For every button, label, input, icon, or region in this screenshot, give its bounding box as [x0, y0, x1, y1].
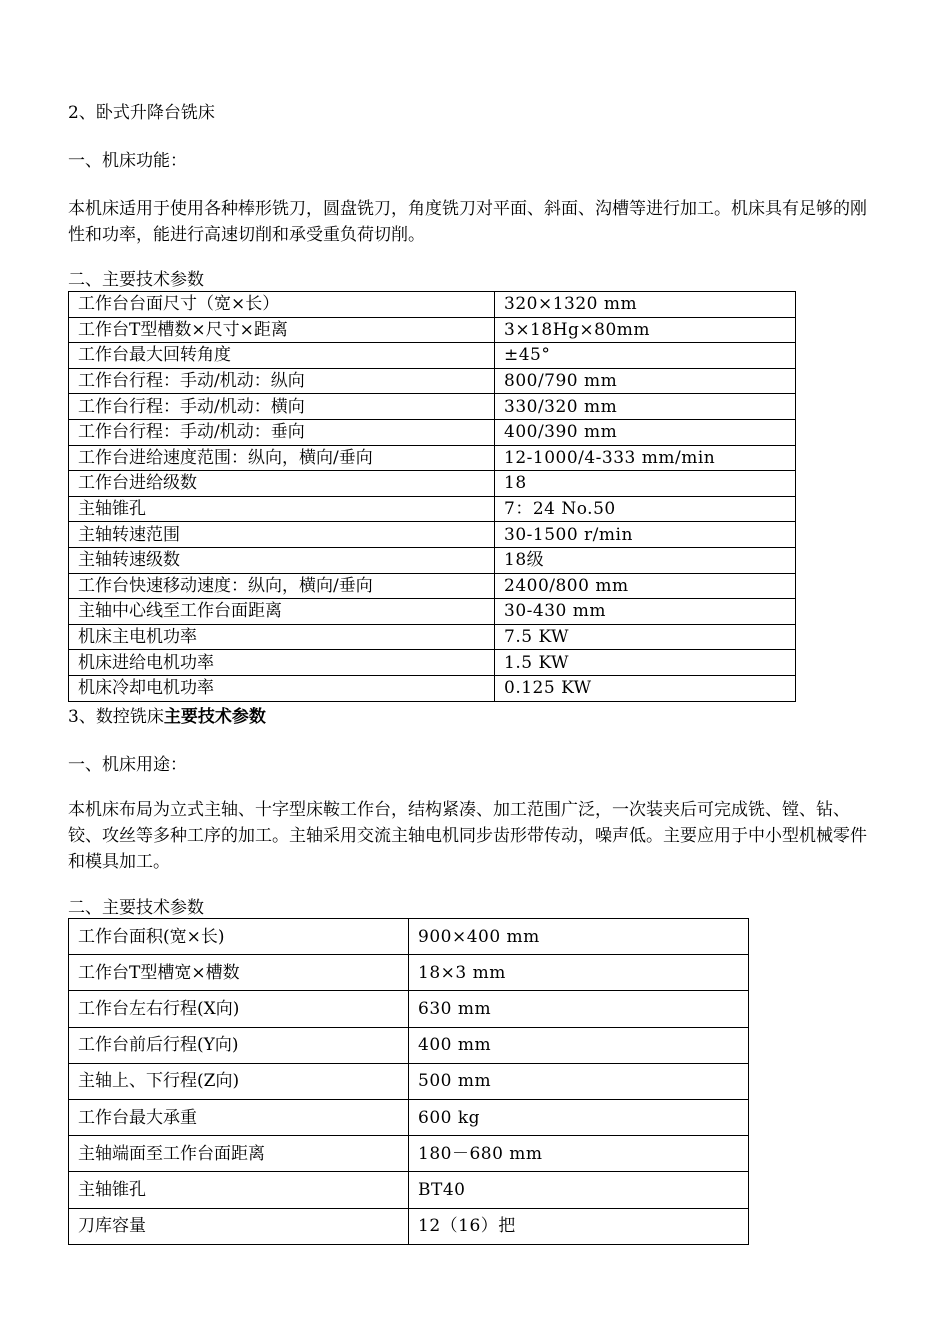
- param-name: 工作台快速移动速度：纵向，横向/垂向: [69, 573, 495, 599]
- section2-params-table: [68, 291, 796, 702]
- param-value: 7.5 KW: [495, 624, 796, 650]
- param-name: 主轴中心线至工作台面距离: [69, 599, 495, 625]
- param-value: 1.5 KW: [495, 650, 796, 676]
- param-value: 630 mm: [409, 991, 749, 1027]
- param-value: 18: [495, 471, 796, 497]
- param-value: 0.125 KW: [495, 675, 796, 701]
- table-row: [69, 919, 749, 955]
- param-name: 工作台前后行程(Y向): [69, 1027, 409, 1063]
- section2-params-heading: 二、主要技术参数: [68, 270, 204, 290]
- param-value: 18级: [495, 547, 796, 573]
- param-name: 工作台最大回转角度: [69, 343, 495, 369]
- table-row: [69, 624, 796, 650]
- table-row: [69, 394, 796, 420]
- table-row: [69, 343, 796, 369]
- section3-use-heading: 一、机床用途：: [68, 755, 187, 775]
- table-row: [69, 368, 796, 394]
- param-value: 3×18Hg×80mm: [495, 317, 796, 343]
- table-row: [69, 1063, 749, 1099]
- table-row: [69, 650, 796, 676]
- param-value: 30-1500 r/min: [495, 522, 796, 548]
- param-name: 主轴端面至工作台面距离: [69, 1136, 409, 1172]
- section2-heading: 2、卧式升降台铣床: [68, 103, 215, 123]
- table-row: [69, 675, 796, 701]
- param-value: 400/390 mm: [495, 419, 796, 445]
- param-name: 机床进给电机功率: [69, 650, 495, 676]
- param-value: ±45°: [495, 343, 796, 369]
- param-name: 机床冷却电机功率: [69, 675, 495, 701]
- table-row: [69, 1172, 749, 1208]
- param-name: 主轴锥孔: [69, 496, 495, 522]
- param-value: 800/790 mm: [495, 368, 796, 394]
- table-row: [69, 1208, 749, 1244]
- section3-heading-prefix: 3、数控铣床: [68, 707, 164, 727]
- table-row: [69, 471, 796, 497]
- table-row: [69, 292, 796, 318]
- param-name: 主轴上、下行程(Z向): [69, 1063, 409, 1099]
- table-row: [69, 955, 749, 991]
- param-name: 主轴锥孔: [69, 1172, 409, 1208]
- param-name: 工作台行程：手动/机动：横向: [69, 394, 495, 420]
- table-row: [69, 445, 796, 471]
- param-value: 600 kg: [409, 1099, 749, 1135]
- param-name: 主轴转速范围: [69, 522, 495, 548]
- section2-function-text: 本机床适用于使用各种棒形铣刀，圆盘铣刀，角度铣刀对平面、斜面、沟槽等进行加工。机床具有足够的刚性和功率，能进行高速切削和承受重负荷切削。: [68, 199, 867, 245]
- param-value: BT40: [409, 1172, 749, 1208]
- table-row: [69, 599, 796, 625]
- param-name: 工作台T型槽宽×槽数: [69, 955, 409, 991]
- param-name: 工作台行程：手动/机动：垂向: [69, 419, 495, 445]
- section3-params-table: [68, 918, 749, 1245]
- param-value: 400 mm: [409, 1027, 749, 1063]
- param-value: 2400/800 mm: [495, 573, 796, 599]
- section3-use-text: 本机床布局为立式主轴、十字型床鞍工作台，结构紧凑、加工范围广泛，一次装夹后可完成铣、镗、钻、铰、攻丝等多种工序的加工。主轴采用交流主轴电机同步齿形带传动，噪声低。主要应用于中小型机械零件和模具加工。: [68, 800, 867, 872]
- param-name: 工作台行程：手动/机动：纵向: [69, 368, 495, 394]
- param-value: 500 mm: [409, 1063, 749, 1099]
- param-value: 12-1000/4-333 mm/min: [495, 445, 796, 471]
- param-name: 工作台进给级数: [69, 471, 495, 497]
- section3-heading: [68, 705, 266, 729]
- section3-params-heading: 二、主要技术参数: [68, 898, 204, 918]
- param-name: 工作台面积(宽×长): [69, 919, 409, 955]
- param-name: 工作台进给速度范围：纵向，横向/垂向: [69, 445, 495, 471]
- table-row: [69, 419, 796, 445]
- table-row: [69, 1027, 749, 1063]
- table-row: [69, 991, 749, 1027]
- param-name: 工作台最大承重: [69, 1099, 409, 1135]
- table-row: [69, 1099, 749, 1135]
- param-name: 刀库容量: [69, 1208, 409, 1244]
- param-name: 工作台左右行程(X向): [69, 991, 409, 1027]
- section3-heading-bold: 主要技术参数: [163, 707, 266, 727]
- table-row: [69, 573, 796, 599]
- param-name: 机床主电机功率: [69, 624, 495, 650]
- param-value: 900×400 mm: [409, 919, 749, 955]
- param-value: 18×3 mm: [409, 955, 749, 991]
- table-row: [69, 496, 796, 522]
- param-value: 330/320 mm: [495, 394, 796, 420]
- param-value: 12（16）把: [409, 1208, 749, 1244]
- param-name: 主轴转速级数: [69, 547, 495, 573]
- section2-function-heading: 一、机床功能：: [68, 151, 187, 171]
- param-value: 180－680 mm: [409, 1136, 749, 1172]
- table-row: [69, 522, 796, 548]
- table-row: [69, 317, 796, 343]
- table-row: [69, 1136, 749, 1172]
- param-value: 7：24 No.50: [495, 496, 796, 522]
- param-value: 30-430 mm: [495, 599, 796, 625]
- table-row: [69, 547, 796, 573]
- param-name: 工作台T型槽数×尺寸×距离: [69, 317, 495, 343]
- param-value: 320×1320 mm: [495, 292, 796, 318]
- param-name: 工作台台面尺寸（宽×长）: [69, 292, 495, 318]
